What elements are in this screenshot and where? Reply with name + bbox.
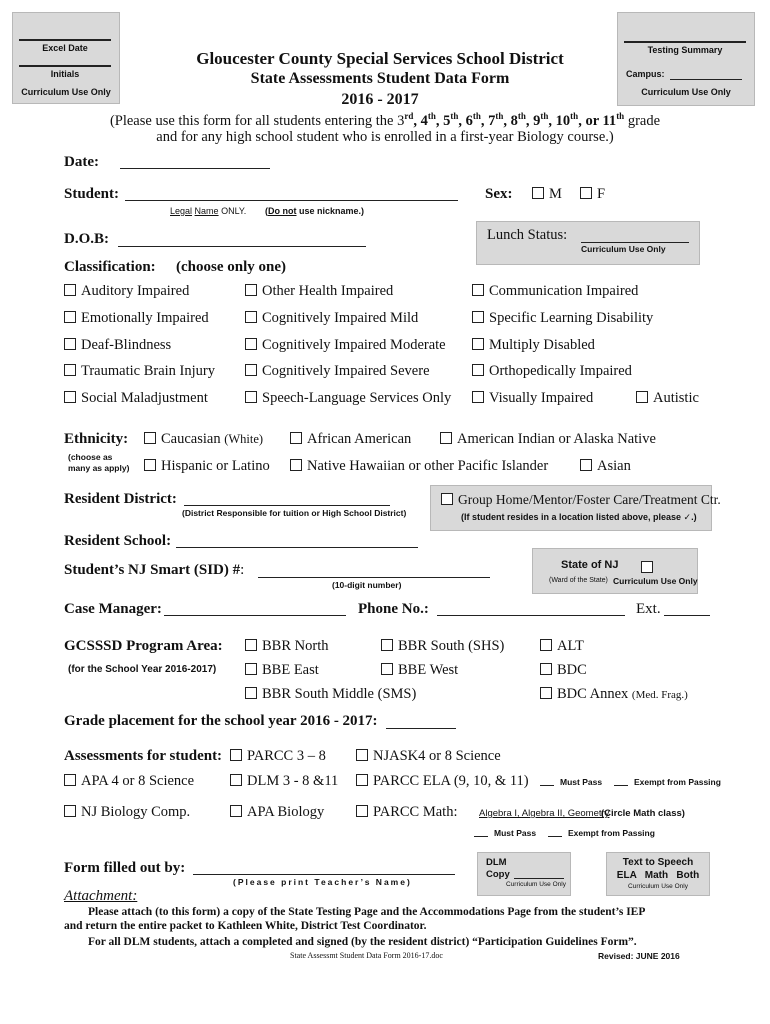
checkbox-icon bbox=[472, 391, 484, 403]
tts-label: Text to Speech bbox=[622, 857, 694, 868]
math-classes[interactable]: Algebra I, Algebra II, Geometry bbox=[479, 808, 610, 819]
med-frag-note: (Med. Frag.) bbox=[631, 689, 688, 701]
class-option[interactable] bbox=[472, 390, 593, 407]
checkbox-icon bbox=[356, 805, 368, 817]
resident-district-note: (District Responsible for tuition or High School District) bbox=[182, 508, 407, 518]
assess-njask[interactable] bbox=[356, 748, 501, 765]
class-option-autistic[interactable] bbox=[636, 390, 699, 407]
class-option[interactable] bbox=[64, 337, 171, 354]
student-label: Student: bbox=[64, 186, 120, 202]
lunch-status-label: Lunch Status: bbox=[487, 227, 568, 243]
program-area-label: GCSSSD Program Area: bbox=[64, 638, 223, 654]
class-option-label: Social Maladjustment bbox=[81, 390, 208, 406]
group-home-option[interactable] bbox=[441, 492, 721, 508]
program-bbr-south-middle[interactable] bbox=[245, 686, 416, 703]
checkbox-icon bbox=[356, 749, 368, 761]
district-title: Gloucester County Special Services School District bbox=[196, 49, 564, 68]
checkbox-icon bbox=[440, 432, 452, 444]
checkbox-icon bbox=[472, 311, 484, 323]
group-home-box bbox=[430, 485, 721, 531]
tts-options[interactable]: ELA Math Both bbox=[616, 870, 700, 881]
checkbox-icon bbox=[64, 805, 76, 817]
attachment-label: Attachment: bbox=[64, 888, 138, 904]
ethnicity-label: American Indian or Alaska Native bbox=[457, 431, 656, 447]
instructions-line2: and for any high school student who is enrolled in a first-year Biology course.) bbox=[156, 129, 614, 145]
assess-option-label: NJ Biology Comp. bbox=[81, 804, 191, 820]
assess-parcc-3-8[interactable] bbox=[230, 748, 326, 765]
attachment-para-3: For all DLM students, attach a completed and signed (by the resident district) “Participation Guidelines Form”. bbox=[88, 936, 637, 948]
program-option-label: BBE West bbox=[398, 662, 459, 678]
doc-filename: State Assessmt Student Data Form 2016-17.doc bbox=[290, 951, 443, 960]
program-bbe-east[interactable] bbox=[245, 662, 319, 679]
legal-name-note: Legal Name ONLY. bbox=[170, 206, 247, 216]
ethnicity-caucasian[interactable] bbox=[144, 431, 263, 448]
class-option[interactable] bbox=[245, 363, 430, 380]
excel-date-label: Excel Date bbox=[19, 39, 111, 53]
program-option-label: BDC Annex bbox=[557, 686, 629, 702]
revised-date: Revised: JUNE 2016 bbox=[598, 951, 680, 961]
ext-label: Ext. bbox=[636, 601, 661, 617]
school-year: 2016 - 2017 bbox=[341, 91, 419, 108]
class-option[interactable] bbox=[245, 337, 446, 354]
program-option-label: BBR South Middle (SMS) bbox=[262, 686, 417, 702]
ela-exempt-field[interactable] bbox=[614, 785, 628, 786]
program-option-label: ALT bbox=[557, 638, 584, 654]
dlm-cuo-label: Curriculum Use Only bbox=[506, 881, 566, 888]
assess-option-label: APA Biology bbox=[247, 804, 325, 820]
checkbox-icon bbox=[230, 774, 242, 786]
testing-summary-title: Testing Summary bbox=[624, 41, 746, 55]
checkbox-icon bbox=[441, 493, 453, 505]
class-option-label: Multiply Disabled bbox=[489, 337, 595, 353]
student-name-field[interactable] bbox=[125, 200, 458, 201]
instructions-line1: (Please use this form for all students entering the 3rd, 4th, 5th, 6th, 7th, 8th, 9th, 10th, or 11th grade bbox=[109, 111, 661, 129]
lunch-status-line bbox=[581, 242, 689, 243]
class-option[interactable] bbox=[472, 283, 638, 300]
program-area-note: (for the School Year 2016-2017) bbox=[68, 664, 217, 675]
checkbox-icon bbox=[230, 749, 242, 761]
class-option[interactable] bbox=[64, 390, 208, 407]
checkbox-icon bbox=[64, 284, 76, 296]
assess-option-label: DLM 3 - 8 &11 bbox=[247, 773, 339, 789]
ethnicity-label: African American bbox=[307, 431, 412, 447]
sex-f-option[interactable] bbox=[580, 186, 605, 203]
no-nickname-note: (Do not use nickname.) bbox=[265, 206, 365, 216]
assess-apa-4-8[interactable] bbox=[64, 773, 194, 790]
class-option-label: Traumatic Brain Injury bbox=[81, 363, 215, 379]
ethnicity-hint-1: (choose as bbox=[68, 452, 113, 462]
checkbox-icon bbox=[580, 459, 592, 471]
grade-placement-field[interactable] bbox=[386, 728, 456, 729]
class-option[interactable] bbox=[472, 310, 653, 327]
class-option[interactable] bbox=[472, 337, 595, 354]
campus-line[interactable] bbox=[670, 79, 742, 80]
state-nj-label: State of NJ bbox=[561, 559, 619, 571]
ethnicity-asian[interactable] bbox=[580, 458, 631, 475]
checkbox-icon bbox=[144, 432, 156, 444]
program-bbr-south[interactable] bbox=[381, 638, 504, 655]
case-manager-label: Case Manager: bbox=[64, 601, 162, 617]
checkbox-icon bbox=[472, 284, 484, 296]
phone-label: Phone No.: bbox=[358, 601, 429, 617]
assess-option-label: APA 4 or 8 Science bbox=[81, 773, 195, 789]
ethnicity-label: Asian bbox=[597, 458, 631, 474]
assess-apa-biology[interactable] bbox=[230, 804, 324, 821]
ethnicity-label: Hispanic or Latino bbox=[161, 458, 270, 474]
checkbox-icon bbox=[245, 663, 257, 675]
attachment-para-2: and return the entire packet to Kathleen White, District Test Coordinator. bbox=[64, 920, 427, 932]
ethnicity-hint-2: many as apply) bbox=[68, 463, 130, 473]
dlm-copy-label-1: DLM bbox=[486, 857, 507, 868]
program-bdc[interactable] bbox=[540, 662, 587, 679]
ward-note: (Ward of the State) bbox=[549, 577, 608, 584]
dlm-copy-line[interactable] bbox=[514, 878, 564, 879]
assess-option-label: PARCC ELA (9, 10, & 11) bbox=[373, 773, 529, 789]
campus-label: Campus: bbox=[626, 69, 665, 79]
resident-school-label: Resident School: bbox=[64, 533, 172, 549]
checkbox-icon bbox=[245, 284, 257, 296]
instructions-prefix: (Please use this form for all students entering the 3 bbox=[109, 112, 405, 129]
tts-cuo-label: Curriculum Use Only bbox=[628, 883, 688, 890]
math-must-pass-field[interactable] bbox=[474, 836, 488, 837]
date-label: Date: bbox=[64, 154, 99, 170]
attachment-para-1: Please attach (to this form) a copy of the State Testing Page and the Accommodations Page from the student’s IEP bbox=[88, 906, 646, 918]
class-option-label: Cognitively Impaired Mild bbox=[262, 310, 419, 326]
dob-field[interactable] bbox=[118, 246, 366, 247]
program-alt[interactable] bbox=[540, 638, 584, 655]
program-option-label: BDC bbox=[557, 662, 587, 678]
print-name-note: (Please print Teacher’s Name) bbox=[233, 877, 412, 887]
class-option[interactable] bbox=[245, 283, 393, 300]
checkbox-icon bbox=[245, 639, 257, 651]
assess-dlm[interactable] bbox=[230, 773, 338, 790]
math-exempt-field[interactable] bbox=[548, 836, 562, 837]
class-option[interactable] bbox=[245, 390, 451, 407]
checkbox-icon bbox=[540, 687, 552, 699]
sex-label: Sex: bbox=[485, 186, 513, 202]
filled-by-field[interactable] bbox=[193, 874, 455, 875]
sid-label: Student’s NJ Smart (SID) #: bbox=[64, 562, 245, 578]
ela-exempt-label: Exempt from Passing bbox=[634, 777, 721, 787]
sex-f-label: F bbox=[597, 186, 606, 202]
program-bbe-west[interactable] bbox=[381, 662, 458, 679]
dlm-copy-box bbox=[477, 852, 571, 896]
checkbox-icon bbox=[540, 663, 552, 675]
class-option[interactable] bbox=[64, 283, 189, 300]
ethnicity-african-american[interactable] bbox=[290, 431, 411, 448]
classification-label: Classification: bbox=[64, 259, 156, 275]
class-option-label: Other Health Impaired bbox=[262, 283, 394, 299]
sex-m-option[interactable] bbox=[532, 186, 562, 203]
checkbox-icon bbox=[245, 391, 257, 403]
program-option-label: BBE East bbox=[262, 662, 319, 678]
ethnicity-hispanic[interactable] bbox=[144, 458, 270, 475]
ela-must-pass-label: Must Pass bbox=[560, 777, 603, 787]
checkbox-icon bbox=[245, 364, 257, 376]
testing-cuo-label: Curriculum Use Only bbox=[641, 87, 731, 97]
ethnicity-native-hawaiian[interactable] bbox=[290, 458, 548, 475]
sex-m-label: M bbox=[549, 186, 562, 202]
tts-box bbox=[606, 852, 710, 896]
checkbox-icon bbox=[532, 187, 544, 199]
class-option-label: Cognitively Impaired Severe bbox=[262, 363, 430, 379]
checkbox-icon bbox=[245, 687, 257, 699]
checkbox-icon bbox=[540, 639, 552, 651]
assess-option-label: PARCC 3 – 8 bbox=[247, 748, 326, 764]
sid-note: (10-digit number) bbox=[332, 580, 402, 590]
class-option-label: Auditory Impaired bbox=[81, 283, 190, 299]
checkbox-icon bbox=[290, 432, 302, 444]
assess-parcc-math[interactable] bbox=[356, 804, 457, 821]
ethnicity-label: Native Hawaiian or other Pacific Islander bbox=[307, 458, 549, 474]
classification-hint: (choose only one) bbox=[176, 259, 286, 275]
class-option-label: Cognitively Impaired Moderate bbox=[262, 337, 446, 353]
lunch-status-box bbox=[476, 221, 700, 265]
ethnicity-caucasian-label: Caucasian bbox=[161, 431, 221, 447]
class-option-label: Emotionally Impaired bbox=[81, 310, 209, 326]
checkbox-icon bbox=[356, 774, 368, 786]
program-bdc-annex[interactable] bbox=[540, 686, 688, 703]
ela-must-pass-field[interactable] bbox=[540, 785, 554, 786]
dob-label: D.O.B: bbox=[64, 231, 109, 247]
circle-math-note: (Circle Math class) bbox=[601, 808, 685, 819]
state-cuo-label: Curriculum Use Only bbox=[613, 576, 698, 586]
class-option-label: Deaf-Blindness bbox=[81, 337, 172, 353]
instructions-grades: $^{rd}$, 4th, 5th, 6th, 7th, 8th, 9th, 10th, or 11th bbox=[404, 111, 625, 129]
checkbox-icon bbox=[64, 391, 76, 403]
assess-parcc-ela[interactable] bbox=[356, 773, 529, 790]
program-option-label: BBR North bbox=[262, 638, 329, 654]
program-option-label: BBR South (SHS) bbox=[398, 638, 505, 654]
math-must-pass-label: Must Pass bbox=[494, 828, 537, 838]
checkbox-icon bbox=[144, 459, 156, 471]
ethnicity-american-indian[interactable] bbox=[440, 431, 656, 448]
assessments-label: Assessments for student: bbox=[64, 748, 223, 764]
grade-placement-label: Grade placement for the school year 2016 - 2017: bbox=[64, 713, 378, 729]
date-field[interactable] bbox=[120, 168, 270, 169]
checkbox-icon bbox=[230, 805, 242, 817]
phone-field[interactable] bbox=[437, 615, 625, 616]
checkbox-icon bbox=[290, 459, 302, 471]
ethnicity-white-note: (White) bbox=[224, 432, 264, 446]
class-option[interactable] bbox=[245, 310, 418, 327]
checkbox-icon bbox=[64, 774, 76, 786]
initials-label: Initials bbox=[19, 65, 111, 79]
checkbox-icon bbox=[64, 338, 76, 350]
state-nj-checkbox[interactable] bbox=[641, 559, 658, 577]
lunch-cuo-label: Curriculum Use Only bbox=[581, 244, 666, 254]
assess-nj-biology[interactable] bbox=[64, 804, 190, 821]
resident-district-field[interactable] bbox=[184, 505, 390, 506]
state-nj-box bbox=[532, 548, 698, 594]
curriculum-use-label: Curriculum Use Only bbox=[21, 87, 111, 97]
checkbox-icon bbox=[641, 561, 653, 573]
assess-option-label: PARCC Math: bbox=[373, 804, 458, 820]
checkbox-icon bbox=[472, 364, 484, 376]
checkbox-icon bbox=[64, 311, 76, 323]
checkbox-icon bbox=[64, 364, 76, 376]
program-bbr-north[interactable] bbox=[245, 638, 328, 655]
class-option-label: Speech-Language Services Only bbox=[262, 390, 452, 406]
class-option-label: Orthopedically Impaired bbox=[489, 363, 632, 379]
class-option-label: Visually Impaired bbox=[489, 390, 594, 406]
form-title: State Assessments Student Data Form bbox=[250, 70, 510, 87]
checkbox-icon bbox=[381, 639, 393, 651]
class-option-label: Communication Impaired bbox=[489, 283, 639, 299]
assess-option-label: NJASK4 or 8 Science bbox=[373, 748, 501, 764]
sid-field[interactable] bbox=[258, 577, 490, 578]
checkbox-icon bbox=[245, 311, 257, 323]
math-exempt-label: Exempt from Passing bbox=[568, 828, 655, 838]
dlm-copy-label-2: Copy bbox=[486, 869, 510, 880]
checkbox-icon bbox=[472, 338, 484, 350]
resident-school-field[interactable] bbox=[176, 547, 418, 548]
class-option[interactable] bbox=[64, 310, 209, 327]
checkbox-icon bbox=[381, 663, 393, 675]
checkbox-icon bbox=[245, 338, 257, 350]
class-option-label: Specific Learning Disability bbox=[489, 310, 654, 326]
class-option[interactable] bbox=[472, 363, 632, 380]
resident-district-label: Resident District: bbox=[64, 491, 177, 507]
group-home-note: (If student resides in a location listed above, please ✓.) bbox=[461, 512, 697, 522]
filled-by-label: Form filled out by: bbox=[64, 860, 186, 876]
class-option-label: Autistic bbox=[653, 390, 699, 406]
class-option[interactable] bbox=[64, 363, 215, 380]
checkbox-icon bbox=[636, 391, 648, 403]
group-home-label: Group Home/Mentor/Foster Care/Treatment Ctr. bbox=[458, 492, 721, 507]
case-manager-field[interactable] bbox=[164, 615, 346, 616]
ext-field[interactable] bbox=[664, 615, 710, 616]
ethnicity-label: Ethnicity: bbox=[64, 431, 129, 447]
office-use-box bbox=[12, 12, 120, 104]
checkbox-icon bbox=[580, 187, 592, 199]
